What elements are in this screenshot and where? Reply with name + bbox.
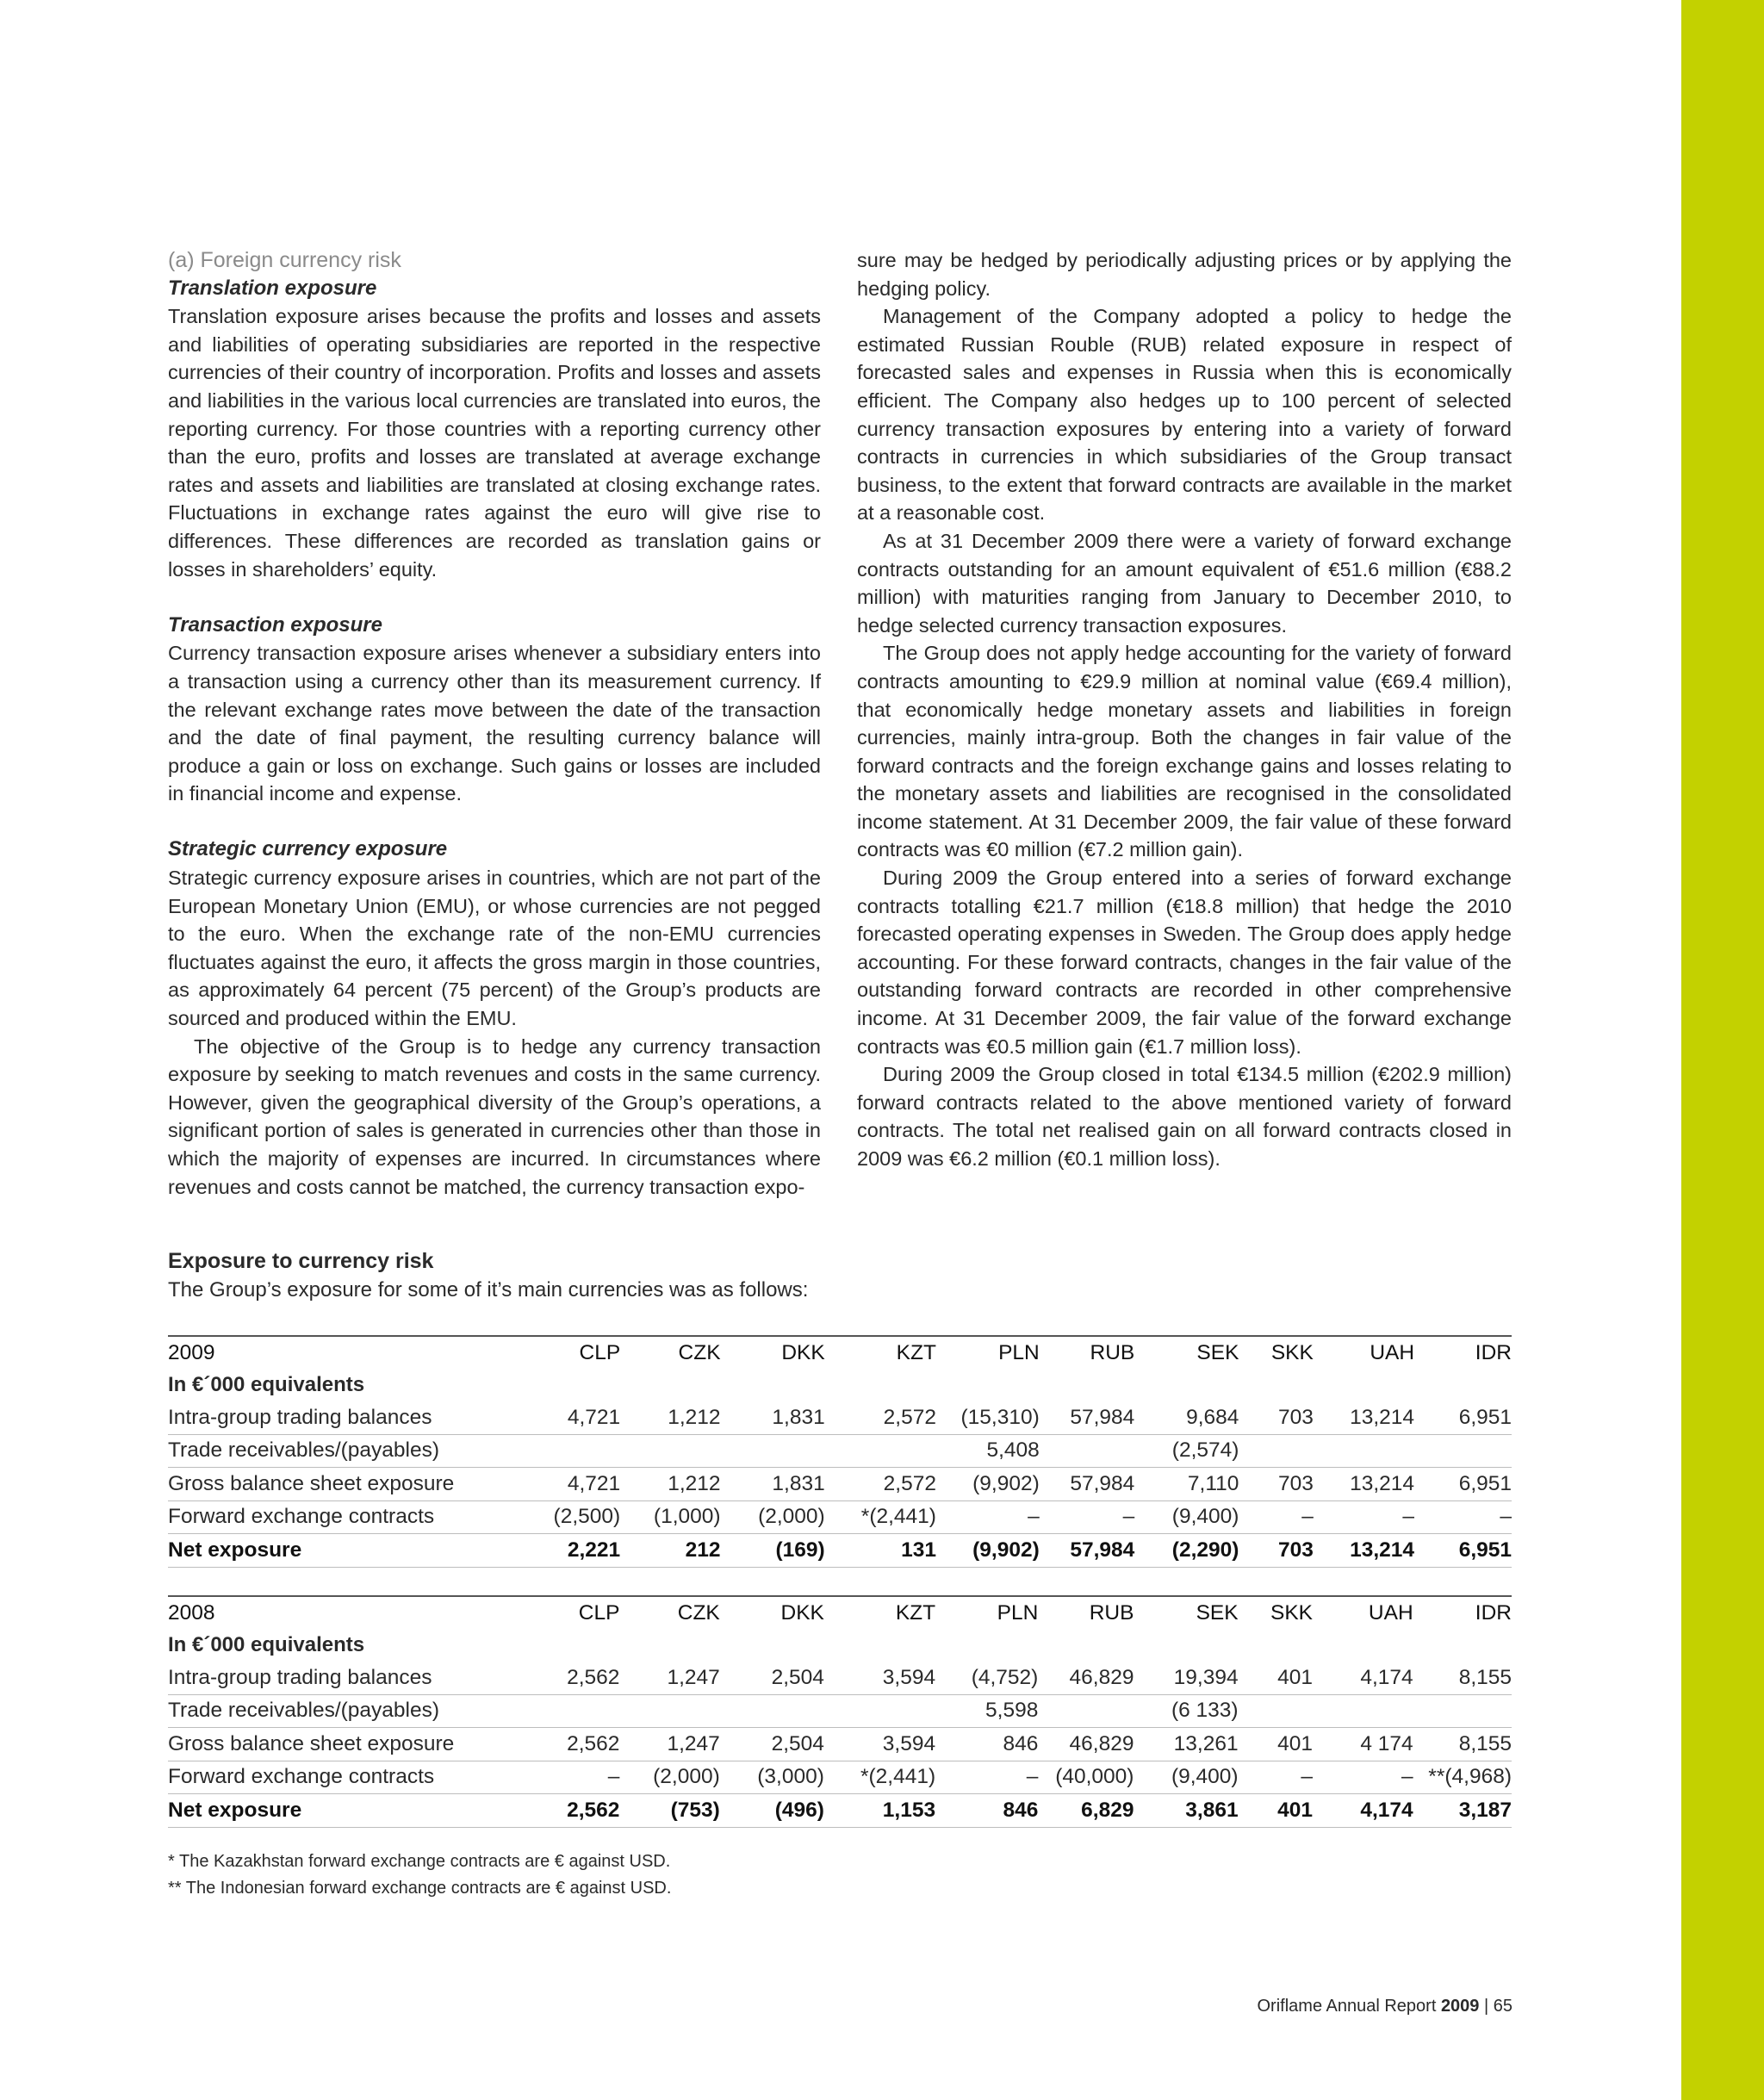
strategic-exposure-text: Strategic currency exposure arises in countries, which are not part of the European Monetary Union (EMU), or whose currencies are not pegged to the euro. When the exchange rate of the non-EMU currencies fluctuates against the euro, it affects the gross margin in those countries, as approximately 64 percent (75 percent) of the Group’s products are sourced and produced within the EMU. [168,867,821,1030]
table-unit-row [168,1630,1512,1662]
table-cell: (2,290) [1134,1534,1239,1568]
table-cell: DKK [721,1336,825,1370]
table-row-label: Trade receivables/(payables) [168,1694,514,1728]
table-row-label: Forward exchange contracts [168,1761,514,1794]
table-cell: 2,504 [720,1662,824,1694]
table-cell: 3,594 [824,1728,935,1761]
exposure-table-2008 [168,1595,1512,1828]
table-cell: (1,000) [620,1500,720,1534]
table-cell: 1,247 [619,1728,719,1761]
table-cell: KZT [825,1336,936,1370]
table-cell: 1,831 [721,1401,825,1434]
table-cell: 3,594 [824,1662,935,1694]
table-cell: (2,574) [1134,1434,1239,1468]
table-cell: – [1414,1500,1512,1534]
table-cell: UAH [1314,1336,1414,1370]
table-cell: (9,902) [936,1468,1040,1501]
exposure-table-2009 [168,1335,1512,1568]
right-paragraph-5: During 2009 the Group entered into a series of forward exchange contracts totalling €21.7 million (€18.8 million) that hedge the 2010 forecasted operating expenses in Sweden. The Group does apply hedge accounting. For these forward contracts, changes in the fair value of the outstanding forward contracts are recorded in other comprehensive income. At 31 December 2009, the fair value of the forward exchange contracts was €0.5 million gain (€1.7 million loss). [857,867,1512,1058]
table-unit-row-label: In €´000 equivalents [168,1633,365,1657]
table-cell: KZT [824,1596,935,1630]
table-cell: (15,310) [936,1401,1040,1434]
table-cell: 212 [620,1534,720,1568]
footer-page-number: | 65 [1479,1997,1512,2016]
table-row [168,1468,1512,1501]
table-cell: 4,174 [1313,1794,1413,1828]
table-row [168,1401,1512,1434]
table-cell: 8,155 [1413,1662,1512,1694]
table-cell [825,1434,936,1468]
right-paragraph-6: During 2009 the Group closed in total €134.5 million (€202.9 million) forward contracts related to the above mentioned variety of forward contracts. The total net realised gain on all forward contracts closed in 2009 was €6.2 million (€0.1 million loss). [857,1063,1512,1170]
table-cell: – [1239,1761,1313,1794]
table-cell [1038,1694,1134,1728]
table-row [168,1694,1512,1728]
table-cell: 57,984 [1040,1401,1135,1434]
table-cell [620,1434,720,1468]
table-cell [619,1694,719,1728]
table-cell: 2,562 [514,1794,619,1828]
table-header-row-label: 2008 [168,1596,514,1630]
table-cell: 13,214 [1314,1534,1414,1568]
table-cell: 9,684 [1134,1401,1239,1434]
table-cell: UAH [1313,1596,1413,1630]
right-paragraph-3: As at 31 December 2009 there were a variety of forward exchange contracts outstanding for an amount equivalent of €51.6 million (€88.2 million) with maturities ranging from January to December 2010, to hedge selected currency transaction exposures. [857,529,1512,637]
table-cell [1313,1694,1413,1728]
table-cell: SEK [1134,1596,1238,1630]
table-cell [1314,1434,1414,1468]
table-cell: 4,721 [514,1401,620,1434]
table-cell: (2,500) [514,1500,620,1534]
footnote-kazakhstan: * The Kazakhstan forward exchange contracts are € against USD. [168,1852,671,1871]
table-row-label: Gross balance sheet exposure [168,1468,514,1501]
table-cell: 846 [935,1728,1038,1761]
table-cell: 6,951 [1414,1534,1512,1568]
table-cell: (753) [619,1794,719,1828]
table-cell: 846 [935,1794,1038,1828]
table-row [168,1728,1512,1761]
table-cell [1239,1694,1313,1728]
table-cell: PLN [935,1596,1038,1630]
table-cell: – [1040,1500,1135,1534]
table-header-row [168,1336,1512,1370]
table-cell [720,1694,824,1728]
table-cell: IDR [1414,1336,1512,1370]
table-cell: 2,221 [514,1534,620,1568]
table-cell: (496) [720,1794,824,1828]
table-cell: 57,984 [1040,1534,1135,1568]
table-cell: 1,831 [721,1468,825,1501]
table-cell: 131 [825,1534,936,1568]
table-row-label: Gross balance sheet exposure [168,1728,514,1761]
accent-side-bar [1681,0,1764,2100]
table-net-row [168,1534,1512,1568]
table-cell [1239,1434,1313,1468]
table-net-row-label: Net exposure [168,1794,514,1828]
table-cell: PLN [936,1336,1040,1370]
table-cell: 1,212 [620,1401,720,1434]
table-header-row-label: 2009 [168,1336,514,1370]
table-cell: 8,155 [1413,1728,1512,1761]
table-cell: SEK [1134,1336,1239,1370]
table-cell [514,1694,619,1728]
table-cell: (2,000) [721,1500,825,1534]
table-cell: 2,572 [825,1401,936,1434]
table-cell: CZK [620,1336,720,1370]
table-header-row [168,1596,1512,1630]
table-cell: 19,394 [1134,1662,1238,1694]
table-cell: (6 133) [1134,1694,1238,1728]
table-cell: – [1314,1500,1414,1534]
table-cell: 13,214 [1314,1468,1414,1501]
strategic-exposure-title: Strategic currency exposure [168,837,448,861]
transaction-exposure-text: Currency transaction exposure arises whenever a subsidiary enters into a transaction using a currency other than its measurement currency. If the relevant exchange rates move between the date of the transaction and the date of final payment, the resulting currency balance will produce a gain or loss on exchange. Such gains or losses are included in financial income and expense. [168,642,821,805]
table-row [168,1434,1512,1468]
exposure-title: Exposure to currency risk [168,1249,434,1273]
table-cell [514,1434,620,1468]
exposure-subtitle: The Group’s exposure for some of it’s main currencies was as follows: [168,1278,809,1302]
footer-year: 2009 [1440,1997,1480,2016]
table-cell: (9,400) [1134,1500,1239,1534]
table-cell: IDR [1413,1596,1512,1630]
exposure-heading-block [168,1247,808,1304]
table-cell: 1,153 [824,1794,935,1828]
table-row [168,1761,1512,1794]
table-cell: – [1313,1761,1413,1794]
right-paragraph-1: sure may be hedged by periodically adjusting prices or by applying the hedging policy. [857,249,1512,300]
section-title: (a) Foreign currency risk [168,248,401,272]
table-cell: 6,829 [1038,1794,1134,1828]
table-cell: (9,400) [1134,1761,1238,1794]
table-cell: 703 [1239,1468,1313,1501]
table-row-label: Intra-group trading balances [168,1401,514,1434]
table-cell: – [936,1500,1040,1534]
table-cell: 7,110 [1134,1468,1239,1501]
table-cell: 703 [1239,1401,1313,1434]
table-cell: – [514,1761,619,1794]
table-row [168,1662,1512,1694]
table-row [168,1500,1512,1534]
table-cell: (169) [721,1534,825,1568]
footnote-indonesia: ** The Indonesian forward exchange contracts are € against USD. [168,1879,672,1898]
translation-exposure-text: Translation exposure arises because the profits and losses and assets and liabilities of operating subsidiaries are reported in the respective currencies of their country of incorporation. Profits and losses and assets and liabilities in the various local currencies are translated into euros, the reporting currency. For those countries with a reporting currency other than the euro, profits and losses are translated at average exchange rates and assets and liabilities are translated at closing exchange rates. Fluctuations in exchange rates against the euro will give rise to differences. These differences are recorded as translation gains or losses in shareholders’ equity. [168,305,821,581]
table-cell: *(2,441) [825,1500,936,1534]
table-cell: 4,174 [1313,1662,1413,1694]
table-cell: 4 174 [1313,1728,1413,1761]
table-cell: 3,187 [1413,1794,1512,1828]
translation-exposure-title: Translation exposure [168,276,377,300]
table-cell: (40,000) [1038,1761,1134,1794]
table-cell: 401 [1239,1794,1313,1828]
table-cell: 5,408 [936,1434,1040,1468]
table-cell: 2,572 [825,1468,936,1501]
table-cell: SKK [1239,1336,1313,1370]
table-cell: 401 [1239,1728,1313,1761]
table-cell: **(4,968) [1413,1761,1512,1794]
table-cell [824,1694,935,1728]
table-cell: DKK [720,1596,824,1630]
objective-text: The objective of the Group is to hedge any currency transaction exposure by seeking to match revenues and costs in the same currency. However, given the geographical diversity of the Group’s operations, a significant portion of sales is generated in currencies other than those in which the majority of expenses are incurred. In circumstances where revenues and costs cannot be matched, the currency transaction expo- [168,1034,821,1198]
page-footer [1258,1997,1513,2016]
table-cell: 2,562 [514,1728,619,1761]
table-cell: 2,562 [514,1662,619,1694]
footer-report-name: Oriflame Annual Report [1257,1997,1441,2016]
table-unit-row [168,1370,1512,1402]
table-cell [1040,1434,1135,1468]
table-cell: – [935,1761,1038,1794]
table-cell: CLP [514,1596,619,1630]
left-text-column [168,246,821,1201]
table-cell: 46,829 [1038,1662,1134,1694]
right-text-column [857,246,1512,1173]
table-cell [1414,1434,1512,1468]
table-cell: 6,951 [1414,1468,1512,1501]
table-cell: 13,261 [1134,1728,1238,1761]
table-row-label: Trade receivables/(payables) [168,1434,514,1468]
table-cell: – [1239,1500,1313,1534]
right-paragraph-4: The Group does not apply hedge accounting for the variety of forward contracts amounting to €29.9 million at nominal value (€69.4 million), that economically hedge monetary assets and liabilities in foreign currencies, mainly intra-group. Both the changes in fair value of the forward contracts and the foreign exchange gains and losses relating to the monetary assets and liabilities are recognised in the consolidated income statement. At 31 December 2009, the fair value of these forward contracts was €0 million (€7.2 million gain). [857,642,1512,861]
transaction-exposure-title: Transaction exposure [168,612,382,637]
table-net-row-label: Net exposure [168,1534,514,1568]
table-cell: 3,861 [1134,1794,1238,1828]
table-cell: CZK [619,1596,719,1630]
footnotes [168,1848,671,1902]
table-cell: 6,951 [1414,1401,1512,1434]
table-cell: CLP [514,1336,620,1370]
table-row-label: Forward exchange contracts [168,1500,514,1534]
table-unit-row-label: In €´000 equivalents [168,1373,365,1397]
table-cell: 1,247 [619,1662,719,1694]
table-cell: RUB [1040,1336,1135,1370]
table-cell: RUB [1038,1596,1134,1630]
table-cell: (4,752) [935,1662,1038,1694]
table-cell: SKK [1239,1596,1313,1630]
table-cell: (2,000) [619,1761,719,1794]
table-cell: 2,504 [720,1728,824,1761]
table-cell: 5,598 [935,1694,1038,1728]
table-cell [1413,1694,1512,1728]
table-net-row [168,1794,1512,1828]
table-cell: (9,902) [936,1534,1040,1568]
table-cell: 703 [1239,1534,1313,1568]
table-cell: 1,212 [620,1468,720,1501]
table-cell: 13,214 [1314,1401,1414,1434]
table-cell: 57,984 [1040,1468,1135,1501]
table-cell: 4,721 [514,1468,620,1501]
table-cell: (3,000) [720,1761,824,1794]
table-cell: 401 [1239,1662,1313,1694]
right-paragraph-2: Management of the Company adopted a policy to hedge the estimated Russian Rouble (RUB) related exposure in respect of forecasted sales and expenses in Russia when this is economically efficient. The Company also hedges up to 100 percent of selected currency transaction exposures by entering into a variety of forward contracts in currencies in which subsidiaries of the Group transact business, to the extent that forward contracts are available in the market at a reasonable cost. [857,305,1512,525]
table-cell: *(2,441) [824,1761,935,1794]
table-row-label: Intra-group trading balances [168,1662,514,1694]
table-cell: 46,829 [1038,1728,1134,1761]
table-cell [721,1434,825,1468]
